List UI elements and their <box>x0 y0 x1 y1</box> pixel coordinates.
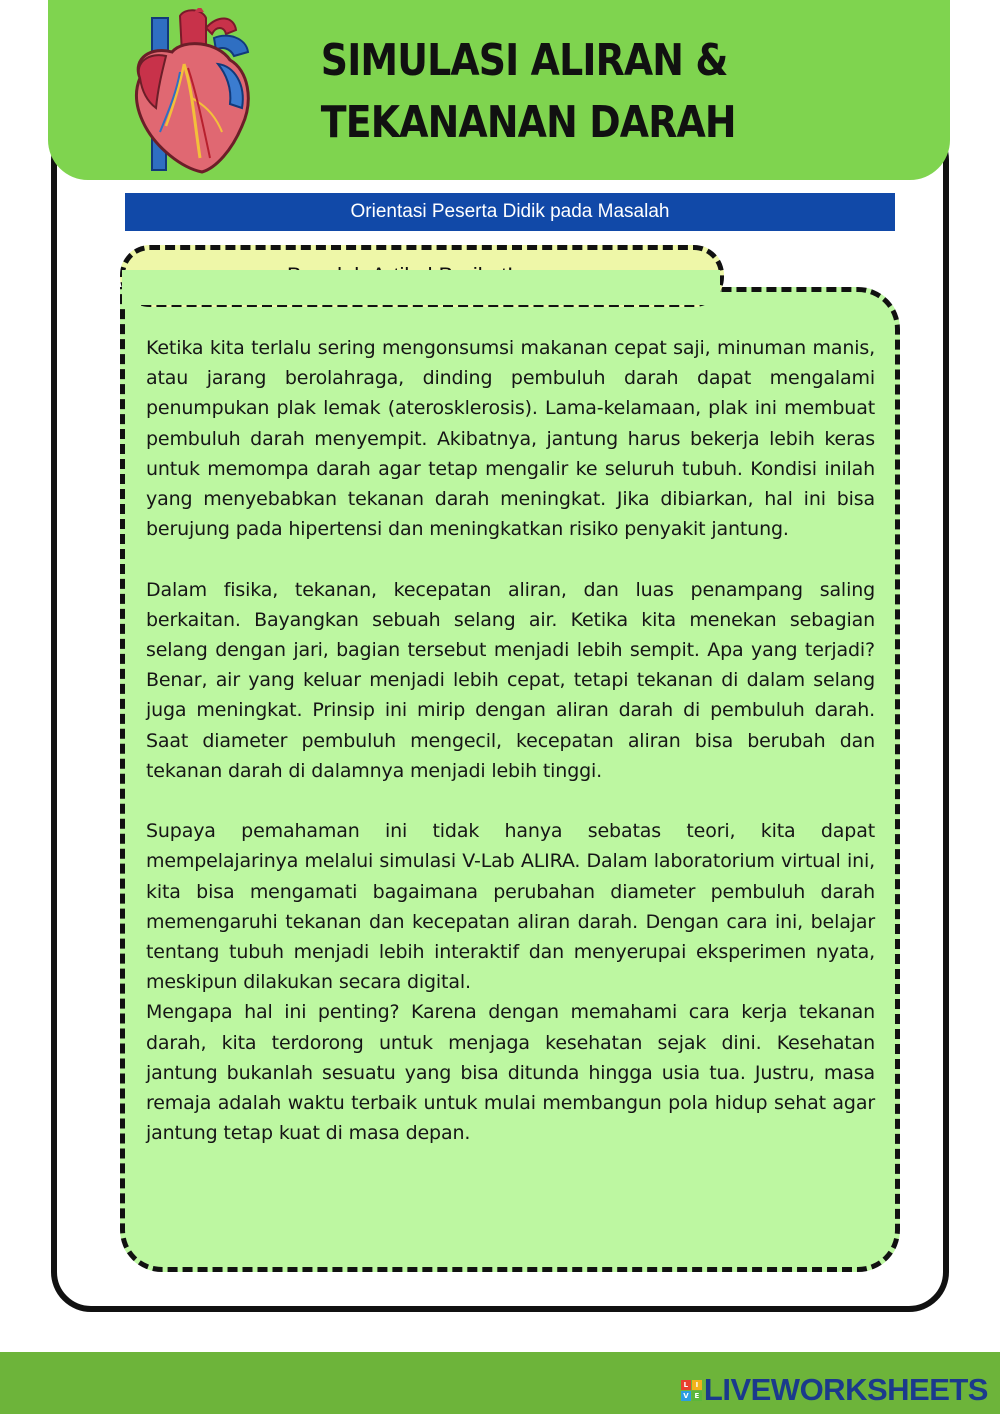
article-paragraph: Supaya pemahaman ini tidak hanya sebatas teori, kita dapat mempelajarinya melalui simulasi V-Lab ALIRA. Dalam laboratorium virtual ini, kita bisa mengamati bagaimana perubahan diameter pembuluh darah memengaruhi tekanan dan kecepatan aliran darah. Dengan cara ini, belajar tentang tubuh menjadi lebih interaktif dan menyerupai eksperimen nyata, meskipun dilakukan secara digital. <box>146 820 875 994</box>
page-title <box>320 30 736 154</box>
liveworksheets-logo[interactable] <box>681 1372 988 1408</box>
article-body <box>146 333 875 1148</box>
logo-block: E <box>692 1391 702 1401</box>
article-paragraph: Dalam fisika, tekanan, kecepatan aliran, dan luas penampang saling berkaitan. Bayangkan sebuah selang air. Ketika kita menekan sebagian selang dengan jari, bagian tersebut menjadi lebih sempit. Apa yang terjadi? Benar, air yang keluar menjadi lebih cepat, tetapi tekanan di dalam selang juga meningkat. Prinsip ini mirip dengan aliran darah di pembuluh darah. Saat diameter pembuluh mengecil, kecepatan aliran bisa berubah dan tekanan darah di dalamnya menjadi lebih tinggi. <box>146 578 875 782</box>
title-line-2: TEKANANAN DARAH <box>320 97 736 148</box>
heart-illustration <box>122 8 262 178</box>
logo-blocks-icon <box>681 1380 702 1401</box>
title-line-1: SIMULASI ALIRAN & <box>320 35 728 86</box>
article-paragraph: Ketika kita terlalu sering mengonsumsi makanan cepat saji, minuman manis, atau jarang berolahraga, dinding pembuluh darah dapat mengalami penumpukan plak lemak (aterosklerosis). Lama-kelamaan, plak ini membuat pembuluh darah menyempit. Akibatnya, jantung harus bekerja lebih keras untuk memompa darah agar tetap mengalir ke seluruh tubuh. Kondisi inilah yang menyebabkan tekanan darah meningkat. Jika dibiarkan, hal ini bisa berujung pada hipertensi dan meningkatkan risiko penyakit jantung. <box>146 337 875 541</box>
logo-block: L <box>681 1380 691 1390</box>
article-paragraph: Mengapa hal ini penting? Karena dengan memahami cara kerja tekanan darah, kita terdorong untuk menjaga kesehatan sejak dini. Kesehatan jantung bukanlah sesuatu yang bisa ditunda hingga usia tua. Justru, masa remaja adalah waktu terbaik untuk mulai membangun pola hidup sehat agar jantung tetap kuat di masa depan. <box>146 1001 875 1145</box>
panel-joint <box>122 270 720 305</box>
logo-block: V <box>681 1391 691 1401</box>
logo-text: LIVEWORKSHEETS <box>703 1372 988 1407</box>
logo-block: I <box>692 1380 702 1390</box>
section-banner: Orientasi Peserta Didik pada Masalah <box>125 193 895 231</box>
